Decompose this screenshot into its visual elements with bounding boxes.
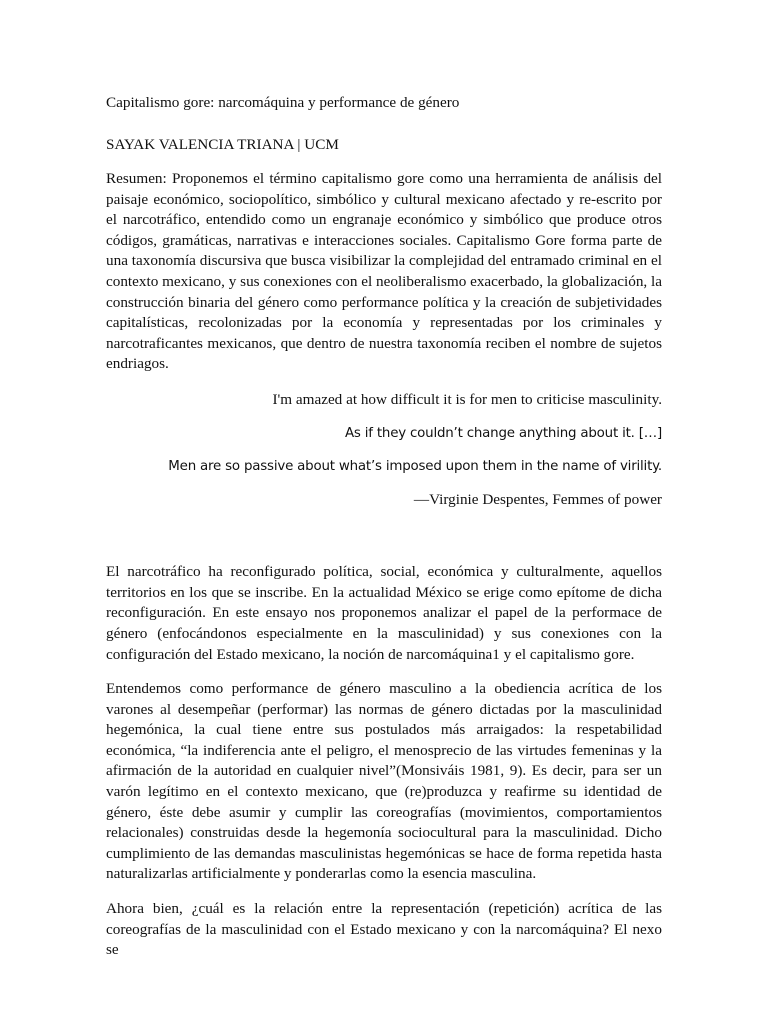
body-paragraph-1: El narcotráfico ha reconfigurado política, social, económica y culturalmente, aquellos territorios en los que se inscribe. En la actualidad México se erige como epítome de dicha reconfiguración. En este ensayo nos proponemos analizar el papel de la performace de género (enfocándonos especialmente en la masculinidad) y sus conexiones con la configuración del Estado mexicano, la noción de narcomáquina1 y el capitalismo gore. (106, 563, 662, 663)
body-paragraph-3: Ahora bien, ¿cuál es la relación entre la representación (repetición) acrítica de las coreografías de la masculinidad con el Estado mexicano y con la narcomáquina? El nexo se (106, 900, 662, 959)
epigraph-line-1: I'm amazed at how difficult it is for men to criticise masculinity. (272, 391, 662, 409)
epigraph-line-2: As if they couldn’t change anything about it. […] (344, 426, 662, 442)
author-line: SAYAK VALENCIA TRIANA | UCM (106, 135, 339, 153)
body-paragraph-2: Entendemos como performance de género masculino a la obediencia acrítica de los varones al desempeñar (performar) las normas de género dictadas por la masculinidad hegemónica, la cual tiene entre sus postulados más arraigados: la respetabilidad económica, “la indiferencia ante el peligro, el menosprecio de las virtudes femeninas y la afirmación de la autoridad en cualquier nivel”(Monsiváis 1981, 9). Es decir, para ser un varón legítimo en el contexto mexicano, que (re)produzca y reafirme su identidad de género, éste debe asumir y cumplir las coreografías (movimientos, comportamientos relacionales) construidas desde la hegemonía sociocultural para la masculinidad. Dicho cumplimiento de las demandas masculinistas hegemónicas se hace de forma repetida hasta naturalizarlas artificialmente y ponderarlas como la esencia masculina. (106, 680, 662, 883)
abstract-paragraph: Resumen: Proponemos el término capitalismo gore como una herramienta de análisis del paisaje económico, sociopolítico, simbólico y cultural mexicano afectado y re-escrito por el narcotráfico, entendido como un engranaje económico y simbólico que produce otros códigos, gramáticas, narrativas e interacciones sociales. Capitalismo Gore forma parte de una taxonomía discursiva que busca visibilizar la complejidad del entramado criminal en el contexto mexicano, y sus conexiones con el neoliberalismo exacerbado, la globalización, la construcción binaria del género como performance política y la creación de subjetividades capitalísticas, recolonizadas por la economía y representadas por los criminales y narcotraficantes mexicanos, que dentro de nuestra taxonomía reciben el nombre de sujetos endriagos. (106, 170, 662, 373)
document-page (106, 93, 662, 961)
epigraph (106, 390, 662, 510)
document-title: Capitalismo gore: narcomáquina y performance de género (106, 94, 460, 111)
epigraph-attribution: —Virginie Despentes, Femmes of power (413, 491, 662, 509)
epigraph-line-3: Men are so passive about what’s imposed upon them in the name of virility. (168, 459, 662, 475)
